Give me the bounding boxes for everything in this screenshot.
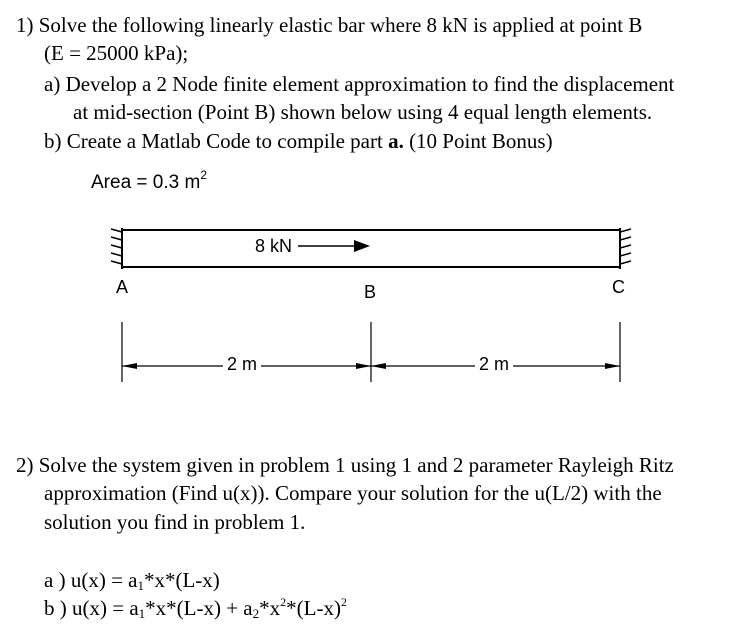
part-b-bonus: (10 Point Bonus) <box>403 129 553 153</box>
option-b-superscript: 2 <box>340 595 347 609</box>
problem-2-statement: Solve the system given in problem 1 using 1 and 2 parameter Rayleigh Ritz <box>38 453 674 477</box>
force-label: 8 kN <box>255 236 293 256</box>
problem-2-line-2: approximation (Find u(x)). Compare your solution for the u(L/2) with the <box>44 481 662 505</box>
part-a-text: Develop a 2 Node finite element approximation to find the displacement <box>65 72 675 96</box>
problem-2-line-1 <box>16 451 674 479</box>
part-b-marker: b) <box>44 129 62 153</box>
dimension-lines <box>122 322 620 382</box>
part-b-text: Create a Matlab Code to compile part <box>66 129 389 153</box>
option-b-part: *x <box>259 596 281 620</box>
problem-2-line-3: solution you find in problem 1. <box>44 510 306 534</box>
area-value: = 0.3 m <box>136 172 201 193</box>
option-b-formula <box>44 594 347 622</box>
option-a-part: *x*(L-x) <box>143 568 220 592</box>
problem-1-number: 1) <box>16 13 34 37</box>
part-b-bold: a. <box>388 129 404 153</box>
dimension-right-label: 2 m <box>475 354 513 375</box>
option-a-part: u(x) = a <box>70 568 138 592</box>
point-c-label: C <box>612 277 625 297</box>
force-arrow <box>298 240 370 252</box>
part-a-marker: a) <box>44 72 61 96</box>
problem-1-line-2: (E = 25000 kPa); <box>44 41 189 65</box>
left-wall <box>111 228 122 269</box>
area-exponent: 2 <box>200 168 208 182</box>
area-word: Area <box>91 172 132 193</box>
option-a-formula <box>44 566 220 594</box>
part-a-line-2: at mid-section (Point B) shown below using 4 equal length elements. <box>73 100 653 124</box>
option-b-part: *(L-x) <box>286 596 341 620</box>
option-b-subscript: 2 <box>252 606 260 621</box>
problem-2-number: 2) <box>16 453 34 477</box>
option-a-subscript: 1 <box>137 578 144 593</box>
option-b-marker: b ) <box>44 596 67 620</box>
option-b-subscript: 1 <box>138 606 146 621</box>
point-a-label: A <box>116 277 129 297</box>
problem-1-statement: Solve the following linearly elastic bar where 8 kN is applied at point B <box>38 13 643 37</box>
point-b-label: B <box>364 282 377 302</box>
option-b-part: *x*(L-x) + a <box>145 596 253 620</box>
option-b-part: u(x) = a <box>72 596 139 620</box>
option-a-marker: a ) <box>44 568 66 592</box>
right-wall <box>620 228 631 269</box>
bar-body <box>122 230 620 267</box>
option-b-superscript: 2 <box>280 595 287 609</box>
dimension-left-label: 2 m <box>223 354 261 375</box>
